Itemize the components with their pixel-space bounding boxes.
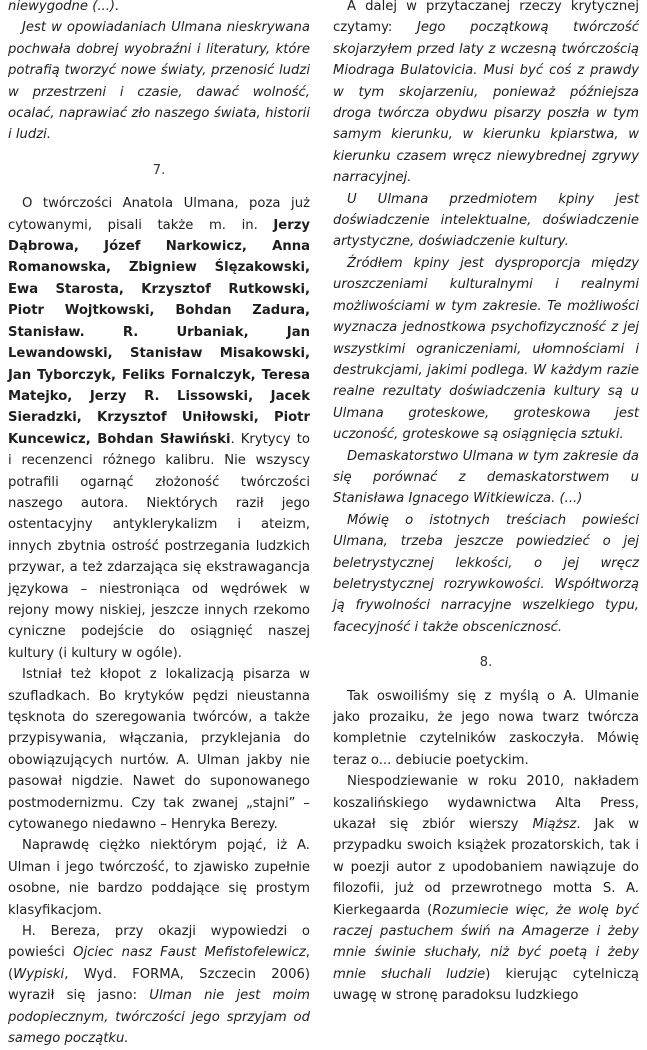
paragraph [333,0,639,189]
text-run: O twórczości Anatola Ulmana, poza już cytowanymi, pisali także m. in. [8,196,310,233]
paragraph: Tak oswoiliśmy się z myślą o A. Ulmanie jako prozaiku, że jego nowa twarz twórcza kompletnie czytelników zaskoczyła. Mówię teraz o... debiucie poetyckim. [333,688,639,768]
text-run: A dalej w przytaczanej rzeczy krytycznej czytamy: [333,0,639,36]
quote-fragment: niewygodne (...). [8,0,120,14]
text-run: , ( [8,945,310,982]
left-column [8,0,310,1050]
book-title: Miąższ [532,817,577,833]
quote: Ulman nie jest moim podopiecznym, twórczości jego sprzyjam od samego początku. [8,988,311,1047]
paragraph [8,193,310,664]
book-title: Wypiski [13,966,65,982]
text-run: , Wyd. FORMA, Szczecin 2006) wyraził się jasno: [8,966,310,1004]
paragraph [8,0,310,17]
paragraph: Źródłem kpiny jest dysproporcja między uroszczeniami kulturalnymi i realnymi możliwościami w tym zakresie. Te możliwości wyznacza jednostkowa psychofizyczność z jej wszystkimi ograniczeniami, ułomnościami i destrukcjami, jakimi podlega. W każdym razie realne rezultaty doświadczenia kultury są u Ulmana groteskowe, groteskowa jest uczoność, groteskowe są osiągnięcia sztuki. [333,255,639,443]
text-run: ) kierując cytelniczą uwagę w stronę paradoksu ludzkiego [333,966,639,1004]
paragraph: U Ulmana przedmiotem kpiny jest doświadczenie intelektualne, doświadczenie artystyczne, doświadczenie kultury. [333,191,639,250]
section-number: 7. [152,162,166,178]
quote: Jego początkową twórczość skojarzyłem przed laty z wczesną twórczością Miodraga Bulatovicia. Musi być coś z prawdy w tym skojarzeniu, ponieważ późniejsza droga twórcza obydwu pisarzy poszła w tym samym kierunku, w kierunku kpiarstwa, w kierunku czasem wręcz niewybrednej zgrywy narracyjnej. [333,20,639,186]
text-run: Niespodziewanie w roku 2010, nakładem koszalińskiego wydawnictwa Alta Press, ukazał się zbiór wierszy [333,774,639,833]
paragraph: Mówię o istotnych treściach powieści Ulmana, trzeba jeszcze powiedzieć o jej beletrystycznej lekkości, o jej wręcz beletrystycznej rozrywkowości. Współtworzą ją frywolności narracyjne wszelkiego typu, facecyjność i także obscenicznosć. [333,512,639,635]
paragraph [333,771,639,1006]
right-column [333,0,639,1007]
book-title: Ojciec nasz Faust Mefistofelewicz [73,945,306,961]
paragraph: Naprawdę ciężko niektórym pojąć, iż A. Ulman i jego twórczość, to zjawisko zupełnie osobne, nie bardzo poddające się prostym klasyfikacjom. [8,838,310,918]
critics-names: Jerzy Dąbrowa, Józef Narkowicz, Anna Romanowska, Zbigniew Ślęzakowski, Ewa Starosta, Krzysztof Rutkowski, Piotr Wojtkowski, Bohdan Zadura, Stanisław. R. Urbaniak, Jan Lewandowski, Stanisław Misakowski, Jan Tyborczyk, Feliks Fornalczyk, Teresa Matejko, Jerzy R. Lissowski, Jacek Sieradzki, Krzysztof Uniłowski, Piotr Kuncewicz, Bohdan Sławiński [8,217,310,447]
paragraph: Istniał też kłopot z lokalizacją pisarza w szufladkach. Bo krytyków pędzi nieustanna tęsknota do szeregowania twórców, a także przypisywania, włączania, przyklejania do obowiązujących nurtów. A. Ulman jakby nie pasował nigdzie. Nawet do suponowanego postmodernizmu. Czy tak zwanej „stajni” – cytowanego niedawno – Henryka Berezy. [8,667,310,833]
text-run: . Jak w przypadku swoich książek prozatorskich, tak i w poezji autor z upodobaniem nawiązuje do filozofii, już od przewrotnego motta S. A. Kierkegaarda ( [333,817,639,918]
section-number: 8. [479,655,493,671]
quote: Rozumiecie więc, że wolę być raczej pastuchem świń na Amagerze i żeby mnie świnie słuchały, niż być poetą i żeby mnie słuchali ludzie [333,902,640,982]
text-run: H. Bereza, przy okazji wypowiedzi o powieści [8,924,310,961]
paragraph: Jest w opowiadaniach Ulmana nieskrywana pochwała dobrej wyobraźni i literatury, które potrafią tworzyć nowe światy, przenosić ludzi w przestrzeni i czasie, dawać wolność, ocalać, naprawiać zło naszego świata, historii i ludzi. [8,20,310,143]
paragraph: Demaskatorstwo Ulmana w tym zakresie da się porównać z demaskatorstwem u Stanisława Ignacego Witkiewicza. (...) [333,448,639,507]
paragraph [8,921,310,1049]
text-run: . Krytycy to i recenzenci różnego kalibru. Nie wszyscy potrafili ogarnąć złożoność twórczości naszego autora. Niektórych raził jego ostentacyjny antyklerykalizm i ateizm, innych zbytnia ostrość postrzegania ludzkich przywar, a też zdarzająca się ekstrawagancja językowa – niestroniąca od wędrówek w rejony mowy niskiej, jeszcze innych rzekomo cyniczne podejście do osiągnięć naszej kultury (i kultury w ogóle). [8,431,310,661]
